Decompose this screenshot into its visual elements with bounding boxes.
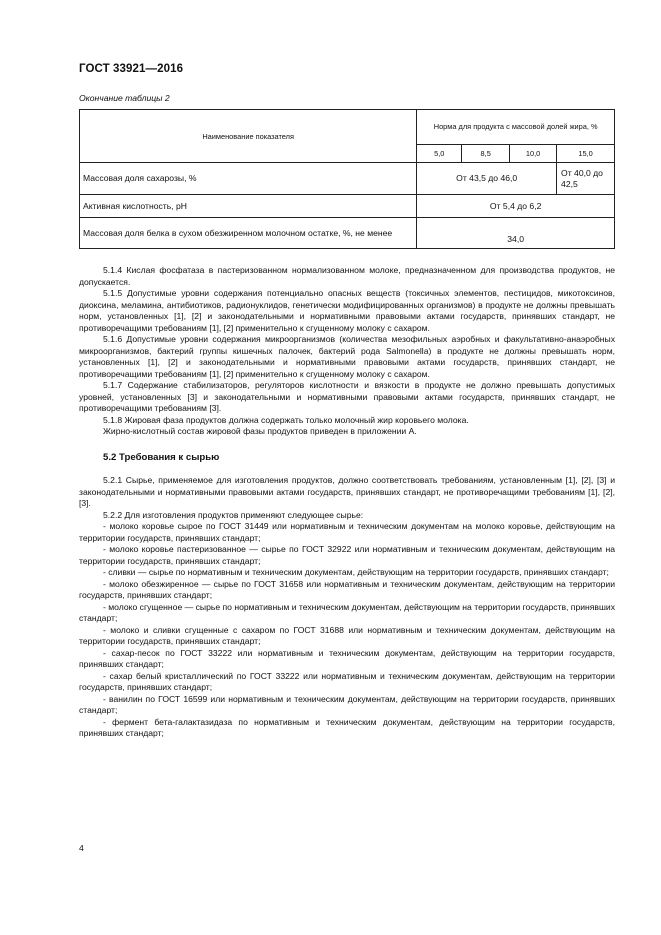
row-value: От 43,5 до 46,0 — [417, 163, 557, 195]
row-name: Активная кислотность, pH — [80, 195, 417, 218]
page-number: 4 — [79, 843, 84, 853]
row-name: Массовая доля белка в сухом обезжиренном молочном остатке, %, не менее — [80, 218, 417, 249]
table-row — [80, 163, 615, 195]
list-item: - сахар-песок по ГОСТ 33222 или нормативным и техническим документам, действующим на территории государств, принявших стандарт; — [79, 647, 615, 669]
document-header-title: ГОСТ 33921—2016 — [79, 63, 184, 75]
table-row — [80, 218, 615, 249]
column-header-name: Наименование показателя — [80, 110, 417, 163]
fat-level-cell: 8,5 — [462, 145, 510, 163]
list-item: - молоко коровье сырое по ГОСТ 31449 или нормативным и техническим документам на молоко коровье, действующим на территории государств, принявших стандарт; — [79, 521, 615, 543]
norms-table — [79, 109, 615, 249]
paragraph: 5.1.4 Кислая фосфатаза в пастеризованном нормализованном молоке, предназначенном для производства продуктов, не допускается. — [79, 265, 615, 287]
list-item: - молоко обезжиренное — сырье по ГОСТ 31658 или нормативным и техническим документам, действующим на территории государств, принявших стандарт; — [79, 578, 615, 600]
paragraph: Жирно-кислотный состав жировой фазы продуктов приведен в приложении А. — [103, 426, 417, 436]
paragraph: 5.2.1 Сырье, применяемое для изготовления продуктов, должно соответствовать требованиям, установленным [1], [2], [3] и законодательными и нормативными правовыми актами государств, принявших стандарт, не противоречащими требованиям [1], [2], [3]. — [79, 475, 615, 508]
fat-level-cell: 5,0 — [417, 145, 462, 163]
row-value: От 40,0 до 42,5 — [557, 163, 615, 195]
list-item: - ванилин по ГОСТ 16599 или нормативным и техническим документам, действующим на территории государств, принявших стандарт; — [79, 693, 615, 715]
paragraph: 5.1.5 Допустимые уровни содержания потенциально опасных веществ (токсичных элементов, пестицидов, микотоксинов, диоксина, меламина, антибиотиков, радионуклидов, генетически модифицированных организмов) в продукте не должны превышать норм, установленных [1], [2] и законодательными и нормативными правовыми актами государств, принявших стандарт, не противоречащими требованиям [1], [2] применительно к сгущенному молоку с сахаром. — [79, 288, 615, 333]
table-caption: Окончание таблицы 2 — [79, 93, 170, 103]
fat-level-cell: 10,0 — [510, 145, 557, 163]
fat-level-cell: 15,0 — [557, 145, 615, 163]
paragraph: 5.2.2 Для изготовления продуктов применяют следующее сырье: — [103, 509, 364, 520]
list-item: - сливки — сырье по нормативным и техническим документам, действующим на территории государств, принявших стандарт; — [103, 567, 609, 577]
list-item: - молоко сгущенное — сырье по нормативным и техническим документам, действующим на территории государств, принявших стандарт; — [79, 601, 615, 623]
document-body — [79, 265, 615, 740]
list-item: - молоко коровье пастеризованное — сырье по ГОСТ 32922 или нормативным и техническим документам, действующим на территории государств, принявших стандарт; — [79, 544, 615, 566]
paragraph: 5.1.7 Содержание стабилизаторов, регуляторов кислотности и вязкости в продукте не должно превышать допустимых уровней, установленных [3] и законодательными и нормативными правовыми актами государств, принявших стандарт, не противоречащими требованиям [3]. — [79, 380, 615, 413]
column-header-norm: Норма для продукта с массовой долей жира, % — [417, 110, 615, 145]
paragraph: 5.1.8 Жировая фаза продуктов должна содержать только молочный жир коровьего молока. — [103, 414, 469, 425]
row-name: Массовая доля сахарозы, % — [80, 163, 417, 195]
section-title: 5.2 Требования к сырью — [103, 451, 220, 463]
table-row — [80, 195, 615, 218]
row-value: От 5,4 до 6,2 — [417, 195, 615, 218]
row-value: 34,0 — [417, 218, 615, 249]
list-item: - фермент бета-галактазидаза по нормативным и техническим документам, действующим на территории государств, принявших стандарт; — [79, 716, 615, 738]
table-header-row — [80, 110, 615, 145]
paragraph: 5.1.6 Допустимые уровни содержания микроорганизмов (количества мезофильных аэробных и факультативно-анаэробных микроорганизмов, бактерий группы кишечных палочек, бактерий рода Salmonella) в продукте не должны превышать норм, установленных [1], [2] и законодательными и нормативными правовыми актами государств, принявших стандарт, не противоречащими требованиям [1], [2] применительно к сгущенному молоку с сахаром. — [79, 334, 615, 379]
list-item: - сахар белый кристаллический по ГОСТ 33222 или нормативным и техническим документам, действующим на территории государств, принявших стандарт; — [79, 670, 615, 692]
list-item: - молоко и сливки сгущенные с сахаром по ГОСТ 31688 или нормативным и техническим документам, действующим на территории государств, принявших стандарт; — [79, 624, 615, 646]
